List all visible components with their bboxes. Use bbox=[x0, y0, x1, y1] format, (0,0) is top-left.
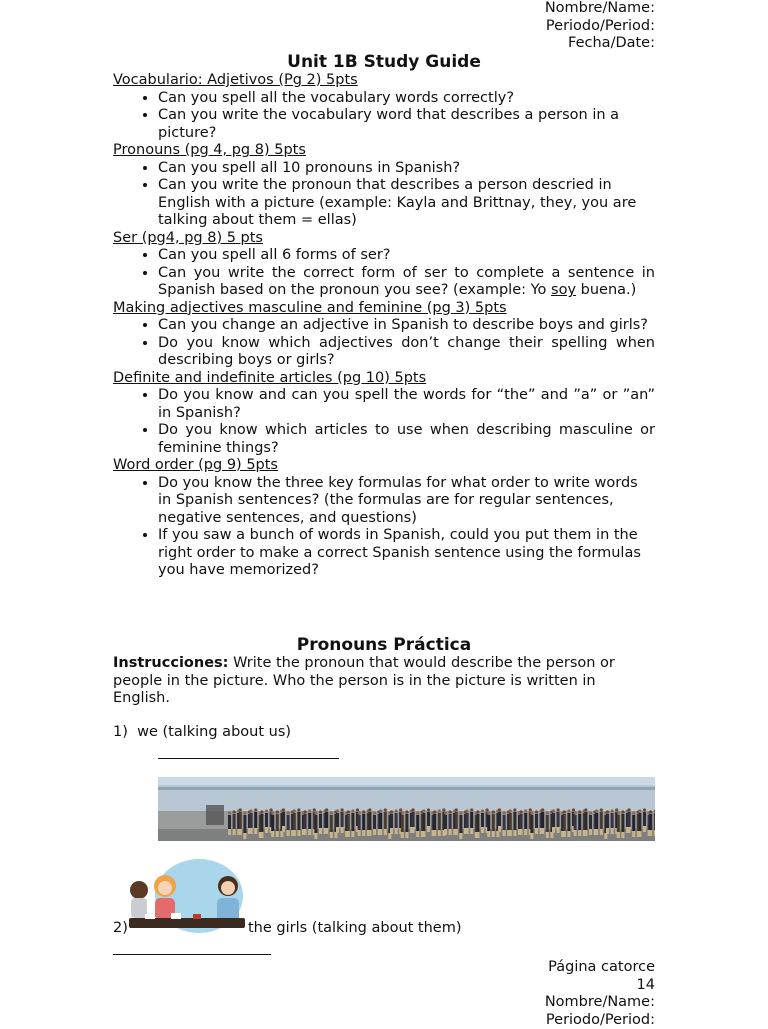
students-photo bbox=[158, 777, 655, 841]
footer-name-label: Nombre/Name: bbox=[545, 994, 655, 1012]
question-item: • Can you change an adjective in Spanish to describe boys and girls? bbox=[158, 317, 655, 335]
header-fields bbox=[545, 0, 655, 53]
date-label: Fecha/Date: bbox=[545, 35, 655, 53]
answer-blank-2[interactable] bbox=[113, 954, 271, 955]
question-list bbox=[113, 247, 655, 300]
period-label: Periodo/Period: bbox=[545, 18, 655, 36]
name-label: Nombre/Name: bbox=[545, 0, 655, 18]
practice-item-2 bbox=[113, 920, 128, 938]
item-prompt: we (talking about us) bbox=[137, 724, 291, 740]
answer-blank-1[interactable] bbox=[158, 758, 339, 759]
question-item: • Can you spell all the vocabulary words correctly? bbox=[158, 90, 655, 108]
question-item bbox=[158, 265, 655, 300]
item-number: 1) bbox=[113, 724, 128, 740]
question-text: Can you write the correct form of ser to complete a sentence in Spanish based on the pronoun you see? (example: Yo bbox=[158, 265, 655, 299]
instructions-label: Instrucciones: bbox=[113, 655, 228, 671]
section-heading-ser: Ser (pg4, pg 8) 5 pts bbox=[113, 230, 655, 248]
question-text-end: buena.) bbox=[576, 282, 636, 298]
section-heading-word-order: Word order (pg 9) 5pts bbox=[113, 457, 655, 475]
question-item: • Do you know the three key formulas for what order to write words in Spanish sentences? (the formulas are for regular sentences, negative sentences, and questions) bbox=[158, 475, 655, 528]
question-item: • Can you spell all 6 forms of ser? bbox=[158, 247, 655, 265]
example-answer: soy bbox=[551, 282, 576, 298]
question-list bbox=[113, 317, 655, 370]
question-item: • Do you know which articles to use when describing masculine or feminine things? bbox=[158, 422, 655, 457]
section-heading-pronouns: Pronouns (pg 4, pg 8) 5pts bbox=[113, 142, 655, 160]
question-list bbox=[113, 90, 655, 143]
question-list bbox=[113, 387, 655, 457]
instructions-text: Write the pronoun that would describe the person or people in the picture. Who the person is in the picture is written in English. bbox=[113, 655, 615, 706]
page-title: Unit 1B Study Guide bbox=[0, 52, 768, 72]
study-guide-content bbox=[113, 72, 655, 580]
question-item: • Do you know which adjectives don’t change their spelling when describing boys or girls? bbox=[158, 335, 655, 370]
practice-item-1 bbox=[113, 724, 291, 742]
footer bbox=[545, 959, 655, 1029]
question-list bbox=[113, 160, 655, 230]
section-heading-adjectives: Making adjectives masculine and feminine (pg 3) 5pts bbox=[113, 300, 655, 318]
practice-item-2-prompt bbox=[248, 920, 462, 938]
section-heading-articles: Definite and indefinite articles (pg 10) 5pts bbox=[113, 370, 655, 388]
question-item: • Can you spell all 10 pronouns in Spanish? bbox=[158, 160, 655, 178]
page-label: Página catorce bbox=[545, 959, 655, 977]
page-number: 14 bbox=[545, 977, 655, 995]
question-list bbox=[113, 475, 655, 580]
question-item: • Can you write the pronoun that describes a person descried in English with a picture (example: Kayla and Brittnay, they, you are talking about them = ellas) bbox=[158, 177, 655, 230]
item-prompt: the girls (talking about them) bbox=[248, 920, 462, 936]
section-heading-vocabulario: Vocabulario: Adjetivos (Pg 2) 5pts bbox=[113, 72, 655, 90]
girls-clipart bbox=[125, 856, 245, 936]
item-number: 2) bbox=[113, 920, 128, 936]
practice-title: Pronouns Práctica bbox=[0, 635, 768, 655]
instructions bbox=[113, 655, 655, 708]
question-item: • Can you write the vocabulary word that describes a person in a picture? bbox=[158, 107, 655, 142]
question-item: • Do you know and can you spell the words for “the” and ”a” or ”an” in Spanish? bbox=[158, 387, 655, 422]
footer-period-label: Periodo/Period: bbox=[545, 1012, 655, 1029]
question-item: • If you saw a bunch of words in Spanish, could you put them in the right order to make a correct Spanish sentence using the formulas you have memorized? bbox=[158, 527, 655, 580]
